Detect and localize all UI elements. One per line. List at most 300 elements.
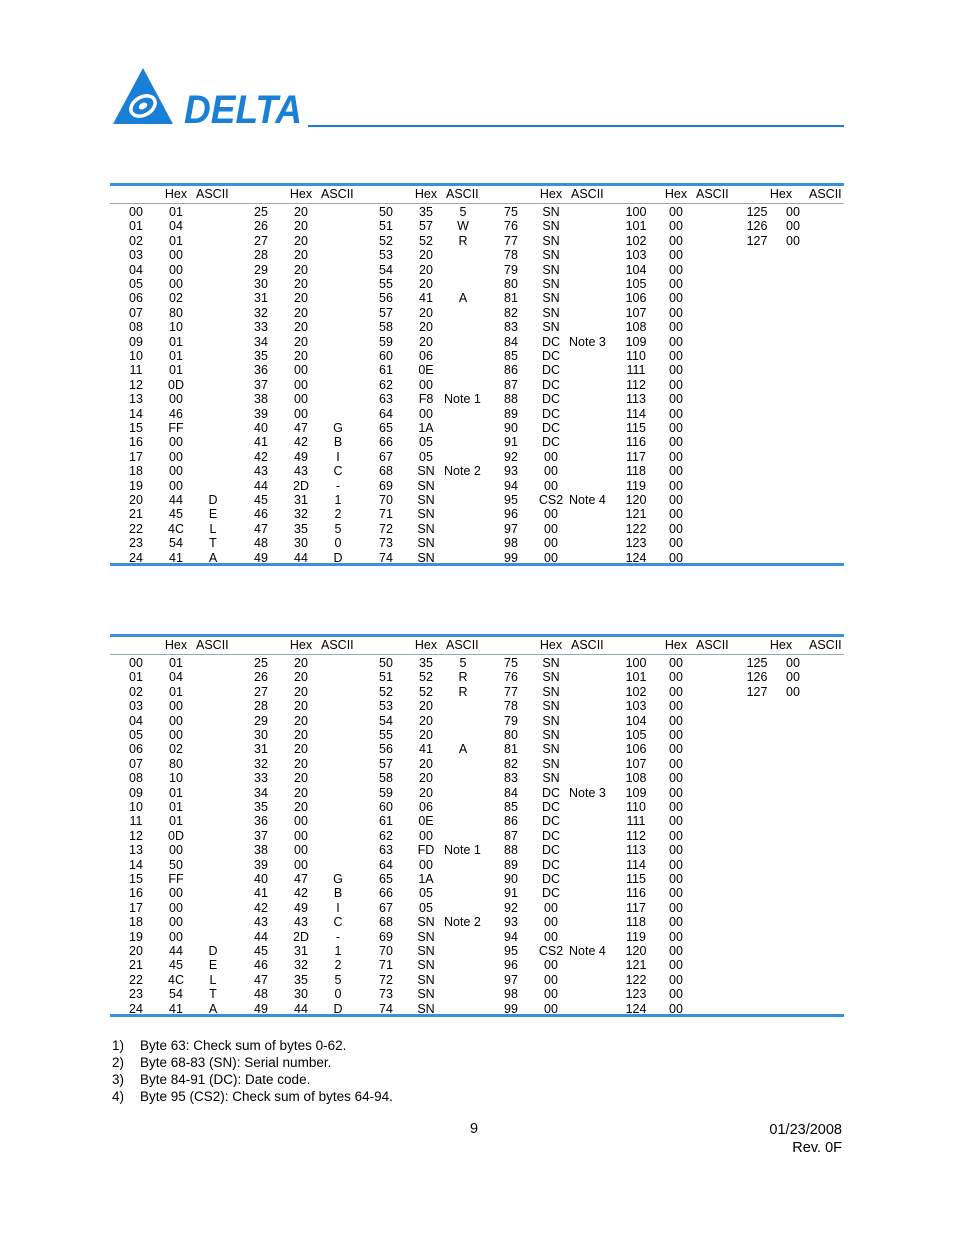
byte-address: 12 — [129, 828, 143, 843]
hex-value: 00 — [669, 713, 683, 728]
ascii-value: R — [458, 684, 468, 699]
hex-value: 00 — [169, 262, 183, 277]
hex-value: 00 — [669, 800, 683, 814]
column-header-ascii: ASCII — [196, 187, 229, 201]
byte-address: 41 — [254, 435, 268, 450]
hex-value: 57 — [419, 219, 433, 234]
byte-address: 01 — [129, 670, 143, 685]
hex-value: SN — [542, 699, 560, 714]
hex-value: DC — [541, 377, 561, 392]
hex-value: SN — [542, 291, 560, 306]
hex-value: 1A — [418, 872, 434, 886]
byte-address: 53 — [379, 699, 393, 714]
hex-value: 00 — [544, 521, 558, 536]
ascii-value: R — [458, 233, 468, 248]
byte-address: 93 — [504, 915, 518, 930]
hex-value: 44 — [169, 944, 183, 958]
hex-value: SN — [542, 684, 560, 699]
byte-address: 67 — [379, 900, 393, 915]
hex-value: 00 — [544, 972, 558, 987]
byte-address: 39 — [254, 406, 268, 421]
hex-value: 00 — [669, 972, 683, 987]
column-header-ascii: ASCII — [696, 638, 729, 652]
byte-address: 49 — [254, 550, 268, 565]
hex-value: 00 — [669, 958, 683, 973]
ascii-value: D — [208, 944, 218, 958]
hex-value: SN — [417, 536, 435, 551]
hex-value: 00 — [169, 478, 183, 493]
byte-address: 79 — [504, 262, 518, 277]
ascii-value: 0 — [334, 987, 342, 1002]
hex-value: 00 — [294, 377, 308, 392]
hex-value: 44 — [294, 550, 308, 565]
hex-value: 00 — [294, 406, 308, 421]
ascii-value: A — [208, 1001, 218, 1016]
hex-value: 20 — [294, 670, 308, 685]
hex-value: 05 — [419, 900, 433, 915]
byte-address: 03 — [129, 248, 143, 263]
byte-address: 66 — [379, 886, 393, 901]
hex-value: 20 — [419, 785, 433, 800]
byte-address: 125 — [746, 656, 768, 670]
ascii-value: B — [333, 435, 343, 450]
hex-value: 00 — [294, 392, 308, 407]
hex-value: 00 — [419, 377, 433, 392]
hex-value: 42 — [294, 435, 308, 450]
hex-value: 35 — [419, 656, 433, 670]
byte-address: 96 — [504, 507, 518, 522]
hex-value: 35 — [294, 521, 308, 536]
byte-address: 31 — [254, 291, 268, 306]
hex-value: 00 — [669, 756, 683, 771]
delta-logo-graphic — [112, 66, 307, 128]
byte-address: 46 — [254, 507, 268, 522]
byte-address: 14 — [129, 406, 143, 421]
hex-value: 00 — [169, 713, 183, 728]
hex-value: DC — [541, 843, 561, 858]
byte-address: 67 — [379, 449, 393, 464]
column-header-ascii: ASCII — [696, 187, 729, 201]
byte-address: 91 — [504, 435, 518, 450]
column-header-hex: Hex — [414, 187, 438, 201]
byte-address: 36 — [254, 363, 268, 378]
hex-value: SN — [542, 320, 560, 335]
byte-address: 81 — [504, 742, 518, 757]
hex-value: 05 — [419, 435, 433, 450]
hex-value: 35 — [294, 972, 308, 987]
column-header-ascii: ASCII — [809, 187, 842, 201]
hex-value: 20 — [419, 699, 433, 714]
byte-address: 112 — [626, 828, 646, 843]
hex-value: 00 — [669, 449, 683, 464]
hex-value: 00 — [419, 406, 433, 421]
document-revision: Rev. 0F — [792, 1140, 842, 1156]
hex-value: 30 — [294, 987, 308, 1002]
byte-address: 05 — [129, 728, 143, 742]
byte-address: 115 — [626, 872, 646, 886]
hex-value: SN — [542, 656, 560, 670]
byte-address: 38 — [254, 392, 268, 407]
hex-value: 46 — [169, 406, 183, 421]
hex-value: 00 — [669, 771, 683, 786]
hex-value: 00 — [669, 421, 683, 435]
hex-value: 52 — [419, 670, 433, 685]
hex-value: 52 — [419, 684, 433, 699]
hex-value: 2D — [293, 929, 309, 944]
hex-value: 02 — [169, 742, 183, 757]
header-rule — [308, 125, 844, 127]
hex-value: 00 — [669, 233, 683, 248]
byte-address: 117 — [626, 900, 646, 915]
ascii-value: B — [333, 886, 343, 901]
byte-address: 82 — [504, 756, 518, 771]
hex-value: 00 — [169, 699, 183, 714]
hex-value: 01 — [169, 656, 183, 670]
byte-address: 82 — [504, 305, 518, 320]
hex-value: DC — [541, 406, 561, 421]
byte-address: 118 — [626, 915, 646, 930]
byte-address: 111 — [626, 363, 646, 378]
hex-value: 00 — [669, 334, 683, 349]
column-header-ascii: ASCII — [446, 187, 479, 201]
hex-value: 00 — [669, 1001, 683, 1016]
hex-value: 04 — [169, 219, 183, 234]
hex-value: 00 — [294, 857, 308, 872]
byte-address: 41 — [254, 886, 268, 901]
byte-address: 29 — [254, 262, 268, 277]
hex-value: 00 — [669, 728, 683, 742]
byte-address: 110 — [626, 800, 646, 814]
byte-address: 97 — [504, 521, 518, 536]
byte-address: 93 — [504, 464, 518, 479]
table-bottom-rule — [110, 1014, 844, 1017]
hex-value: 00 — [669, 915, 683, 930]
hex-value: 00 — [669, 392, 683, 407]
byte-address: 43 — [254, 464, 268, 479]
hex-value: DC — [541, 886, 561, 901]
byte-address: 83 — [504, 771, 518, 786]
hex-value: 00 — [669, 521, 683, 536]
hex-value: 20 — [294, 262, 308, 277]
column-header-ascii: ASCII — [809, 638, 842, 652]
byte-address: 123 — [625, 987, 647, 1002]
byte-address: 58 — [379, 771, 393, 786]
hex-value: 00 — [669, 377, 683, 392]
hex-value: 00 — [544, 929, 558, 944]
column-header-hex: Hex — [664, 638, 688, 652]
ascii-value: 1 — [334, 944, 342, 958]
byte-address: 84 — [504, 785, 518, 800]
hex-value: FF — [168, 872, 184, 886]
byte-address: 73 — [379, 536, 393, 551]
byte-address: 87 — [504, 377, 518, 392]
hex-value: 47 — [294, 421, 308, 435]
byte-address: 61 — [379, 814, 393, 829]
byte-address: 57 — [379, 305, 393, 320]
byte-address: 94 — [504, 929, 518, 944]
byte-address: 22 — [129, 521, 143, 536]
byte-address: 105 — [625, 277, 647, 291]
byte-address: 69 — [379, 478, 393, 493]
byte-address: 87 — [504, 828, 518, 843]
byte-address: 107 — [625, 305, 647, 320]
byte-address: 63 — [379, 843, 393, 858]
hex-value: 20 — [294, 219, 308, 234]
hex-value: 0D — [168, 828, 184, 843]
hex-value: 20 — [419, 756, 433, 771]
hex-value: 20 — [419, 728, 433, 742]
hex-value: SN — [417, 550, 435, 565]
eeprom-table-2 — [110, 634, 844, 1017]
hex-value: 00 — [169, 728, 183, 742]
hex-value: SN — [417, 1001, 435, 1016]
hex-value: 20 — [294, 771, 308, 786]
byte-address: 33 — [254, 771, 268, 786]
hex-value: 00 — [669, 785, 683, 800]
hex-value: SN — [542, 277, 560, 291]
byte-address: 71 — [379, 958, 393, 973]
byte-address: 18 — [129, 464, 143, 479]
hex-value: 20 — [419, 320, 433, 335]
hex-value: 00 — [169, 248, 183, 263]
hex-value: 00 — [169, 886, 183, 901]
byte-address: 62 — [379, 377, 393, 392]
table-header-row — [110, 186, 844, 204]
byte-address: 115 — [626, 421, 646, 435]
byte-address: 78 — [504, 699, 518, 714]
byte-address: 21 — [129, 507, 143, 522]
byte-address: 72 — [379, 521, 393, 536]
byte-address: 85 — [504, 349, 518, 363]
hex-value: 00 — [169, 277, 183, 291]
byte-address: 16 — [129, 886, 143, 901]
hex-value: 20 — [294, 205, 308, 219]
hex-value: 41 — [419, 291, 433, 306]
hex-value: 05 — [419, 886, 433, 901]
hex-value: 00 — [669, 320, 683, 335]
byte-address: 17 — [129, 449, 143, 464]
byte-address: 76 — [504, 219, 518, 234]
hex-value: 20 — [419, 305, 433, 320]
byte-address: 22 — [129, 972, 143, 987]
hex-value: 00 — [669, 656, 683, 670]
hex-value: 20 — [294, 800, 308, 814]
ascii-value: - — [335, 929, 341, 944]
byte-address: 101 — [625, 670, 647, 685]
hex-value: SN — [542, 756, 560, 771]
hex-value: 06 — [419, 349, 433, 363]
ascii-value: 0 — [334, 536, 342, 551]
byte-address: 58 — [379, 320, 393, 335]
byte-address: 34 — [254, 334, 268, 349]
note-reference: Note 4 — [569, 493, 606, 507]
hex-value: 00 — [786, 684, 800, 699]
hex-value: DC — [541, 828, 561, 843]
hex-value: 00 — [169, 929, 183, 944]
column-header-hex: Hex — [539, 187, 563, 201]
hex-value: 20 — [294, 248, 308, 263]
hex-value: 00 — [669, 684, 683, 699]
byte-address: 40 — [254, 872, 268, 886]
hex-value: 00 — [544, 464, 558, 479]
hex-value: DC — [541, 435, 561, 450]
note-item — [112, 1037, 393, 1054]
column-header-ascii: ASCII — [571, 638, 604, 652]
hex-value: 32 — [294, 507, 308, 522]
hex-value: 20 — [294, 742, 308, 757]
byte-address: 63 — [379, 392, 393, 407]
hex-value: 49 — [294, 449, 308, 464]
hex-value: 80 — [169, 756, 183, 771]
note-number: 4) — [112, 1089, 125, 1104]
hex-value: 00 — [669, 929, 683, 944]
hex-value: 01 — [169, 334, 183, 349]
hex-value: 10 — [169, 320, 183, 335]
byte-address: 27 — [254, 684, 268, 699]
byte-address: 90 — [504, 421, 518, 435]
hex-value: 00 — [669, 872, 683, 886]
hex-value: 42 — [294, 886, 308, 901]
byte-address: 104 — [625, 262, 647, 277]
ascii-value: I — [336, 449, 340, 464]
hex-value: 00 — [669, 550, 683, 565]
byte-address: 64 — [379, 857, 393, 872]
byte-address: 117 — [626, 449, 646, 464]
hex-value: 41 — [419, 742, 433, 757]
byte-address: 66 — [379, 435, 393, 450]
byte-address: 108 — [625, 320, 647, 335]
hex-value: 00 — [786, 670, 800, 685]
byte-address: 104 — [625, 713, 647, 728]
ascii-value: 5 — [334, 972, 342, 987]
hex-value: 00 — [169, 464, 183, 479]
byte-address: 75 — [504, 205, 518, 219]
ascii-value: 5 — [459, 656, 467, 670]
hex-value: 00 — [169, 435, 183, 450]
byte-address: 04 — [129, 262, 143, 277]
hex-value: 20 — [294, 728, 308, 742]
hex-value: 00 — [669, 363, 683, 378]
byte-address: 47 — [254, 972, 268, 987]
byte-address: 99 — [504, 550, 518, 565]
byte-address: 120 — [625, 944, 647, 958]
hex-value: DC — [541, 421, 561, 435]
byte-address: 31 — [254, 742, 268, 757]
ascii-value: C — [333, 464, 343, 479]
hex-value: 00 — [669, 857, 683, 872]
byte-address: 111 — [626, 814, 646, 829]
byte-address: 30 — [254, 728, 268, 742]
byte-address: 25 — [254, 205, 268, 219]
byte-address: 73 — [379, 987, 393, 1002]
byte-address: 123 — [625, 536, 647, 551]
hex-value: SN — [542, 305, 560, 320]
byte-address: 96 — [504, 958, 518, 973]
ascii-value: I — [336, 900, 340, 915]
byte-address: 52 — [379, 233, 393, 248]
byte-address: 27 — [254, 233, 268, 248]
ascii-value: W — [457, 219, 469, 234]
hex-value: 00 — [419, 828, 433, 843]
hex-value: SN — [542, 219, 560, 234]
hex-value: CS2 — [538, 493, 564, 507]
hex-value: 00 — [419, 857, 433, 872]
hex-value: 0E — [418, 814, 434, 829]
byte-address: 71 — [379, 507, 393, 522]
byte-address: 16 — [129, 435, 143, 450]
byte-address: 02 — [129, 233, 143, 248]
byte-address: 06 — [129, 742, 143, 757]
hex-value: 00 — [669, 699, 683, 714]
hex-value: 00 — [544, 449, 558, 464]
byte-address: 88 — [504, 843, 518, 858]
byte-address: 127 — [746, 684, 768, 699]
hex-value: 00 — [294, 843, 308, 858]
byte-address: 13 — [129, 843, 143, 858]
byte-address: 04 — [129, 713, 143, 728]
byte-address: 14 — [129, 857, 143, 872]
byte-address: 54 — [379, 262, 393, 277]
hex-value: 20 — [294, 233, 308, 248]
byte-address: 06 — [129, 291, 143, 306]
byte-address: 24 — [129, 550, 143, 565]
byte-address: 59 — [379, 785, 393, 800]
note-reference: Note 4 — [569, 944, 606, 958]
byte-address: 113 — [626, 843, 646, 858]
byte-address: 55 — [379, 277, 393, 291]
hex-value: SN — [417, 915, 435, 930]
byte-address: 91 — [504, 886, 518, 901]
byte-address: 100 — [625, 656, 647, 670]
byte-address: 103 — [625, 248, 647, 263]
hex-value: 30 — [294, 536, 308, 551]
hex-value: 1A — [418, 421, 434, 435]
byte-address: 10 — [129, 349, 143, 363]
hex-value: 35 — [419, 205, 433, 219]
hex-value: 00 — [669, 828, 683, 843]
byte-address: 114 — [626, 406, 646, 421]
byte-address: 127 — [746, 233, 768, 248]
hex-value: 00 — [294, 814, 308, 829]
hex-value: 06 — [419, 800, 433, 814]
hex-value: DC — [541, 800, 561, 814]
byte-address: 74 — [379, 1001, 393, 1016]
byte-address: 05 — [129, 277, 143, 291]
byte-address: 110 — [626, 349, 646, 363]
hex-value: 49 — [294, 900, 308, 915]
note-text: Byte 63: Check sum of bytes 0-62. — [140, 1038, 347, 1053]
byte-address: 101 — [625, 219, 647, 234]
byte-address: 02 — [129, 684, 143, 699]
hex-value: 00 — [544, 1001, 558, 1016]
byte-address: 07 — [129, 305, 143, 320]
byte-address: 86 — [504, 814, 518, 829]
byte-address: 92 — [504, 449, 518, 464]
ascii-value: L — [209, 521, 217, 536]
hex-value: 43 — [294, 915, 308, 930]
byte-address: 09 — [129, 785, 143, 800]
document-date: 01/23/2008 — [769, 1122, 842, 1138]
hex-value: 20 — [294, 699, 308, 714]
hex-value: SN — [542, 670, 560, 685]
byte-address: 32 — [254, 756, 268, 771]
byte-address: 39 — [254, 857, 268, 872]
byte-address: 37 — [254, 377, 268, 392]
hex-value: 01 — [169, 814, 183, 829]
hex-value: FD — [417, 843, 435, 858]
byte-address: 109 — [625, 785, 647, 800]
byte-address: 21 — [129, 958, 143, 973]
